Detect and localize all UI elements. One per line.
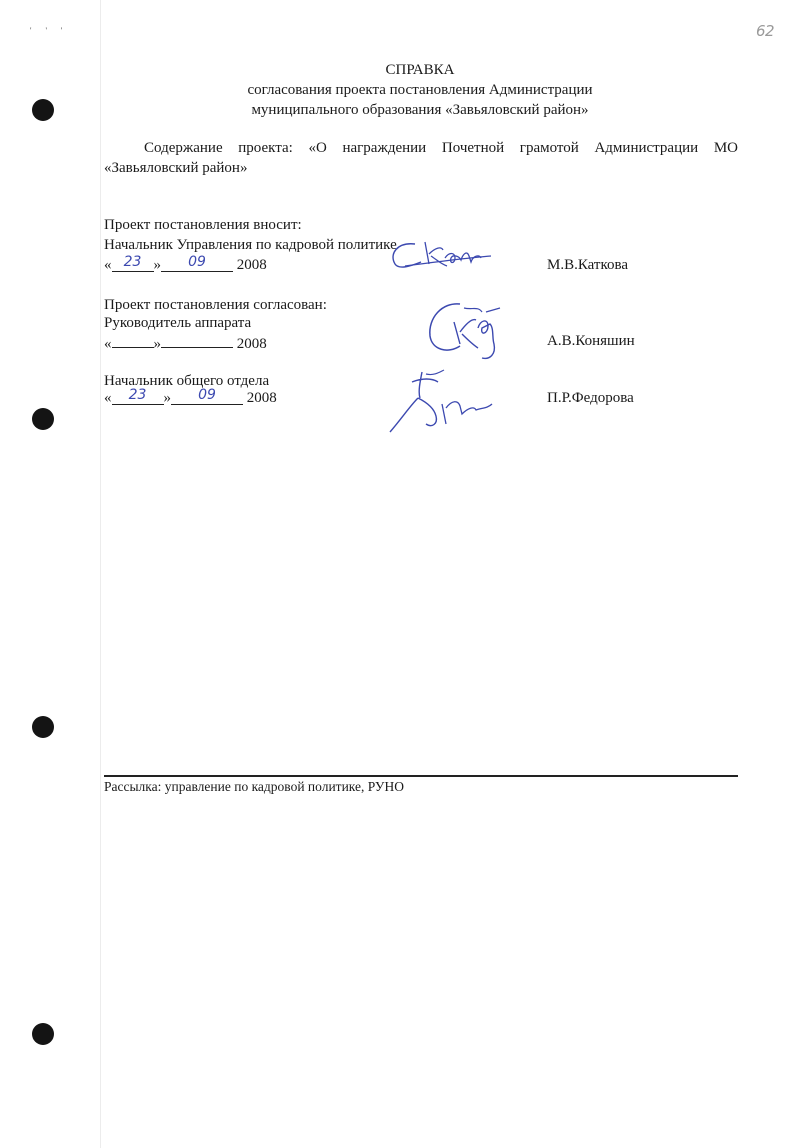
- general-dept-name: П.Р.Федорова: [547, 390, 634, 406]
- punch-hole: [32, 408, 54, 430]
- approved-heading: Проект постановления согласован:: [104, 297, 327, 313]
- punch-hole: [32, 1023, 54, 1045]
- punch-hole: [32, 716, 54, 738]
- general-dept-date: « 23 » 09 2008: [104, 387, 277, 406]
- scan-edge: [100, 0, 101, 1148]
- submitted-date: « 23 » 09 2008: [104, 254, 267, 273]
- handwritten-month: 09: [198, 387, 216, 403]
- signature-konyashin: [420, 298, 510, 368]
- general-dept-position: Начальник общего отдела: [104, 373, 270, 389]
- handwritten-day: 23: [128, 387, 147, 403]
- distribution-rule: [104, 775, 738, 777]
- approved-date: « » 2008: [104, 332, 267, 353]
- submitted-name: М.В.Каткова: [547, 257, 629, 273]
- document-subtitle-line2: муниципального образования «Завьяловский район»: [251, 102, 589, 118]
- project-content: Содержание проекта: «О награждении Почетной грамотой Администрации МО «Завьяловский район»: [104, 140, 738, 176]
- distribution-list: Рассылка: управление по кадровой политике, РУНО: [104, 779, 404, 794]
- page-number: 62: [756, 22, 775, 40]
- document-subtitle-line1: согласования проекта постановления Администрации: [247, 82, 593, 98]
- signature-fedorova: [382, 368, 502, 440]
- approved-position: Руководитель аппарата: [104, 315, 252, 331]
- approved-name: А.В.Коняшин: [547, 333, 635, 349]
- handwritten-month: 09: [188, 254, 206, 270]
- signature-katkova: [385, 236, 495, 276]
- scan-marks: ' ' ': [30, 26, 69, 35]
- handwritten-day: 23: [123, 254, 142, 270]
- document-title: СПРАВКА: [385, 62, 455, 78]
- submitted-heading: Проект постановления вносит:: [104, 217, 302, 233]
- submitted-position: Начальник Управления по кадровой политике: [104, 237, 397, 253]
